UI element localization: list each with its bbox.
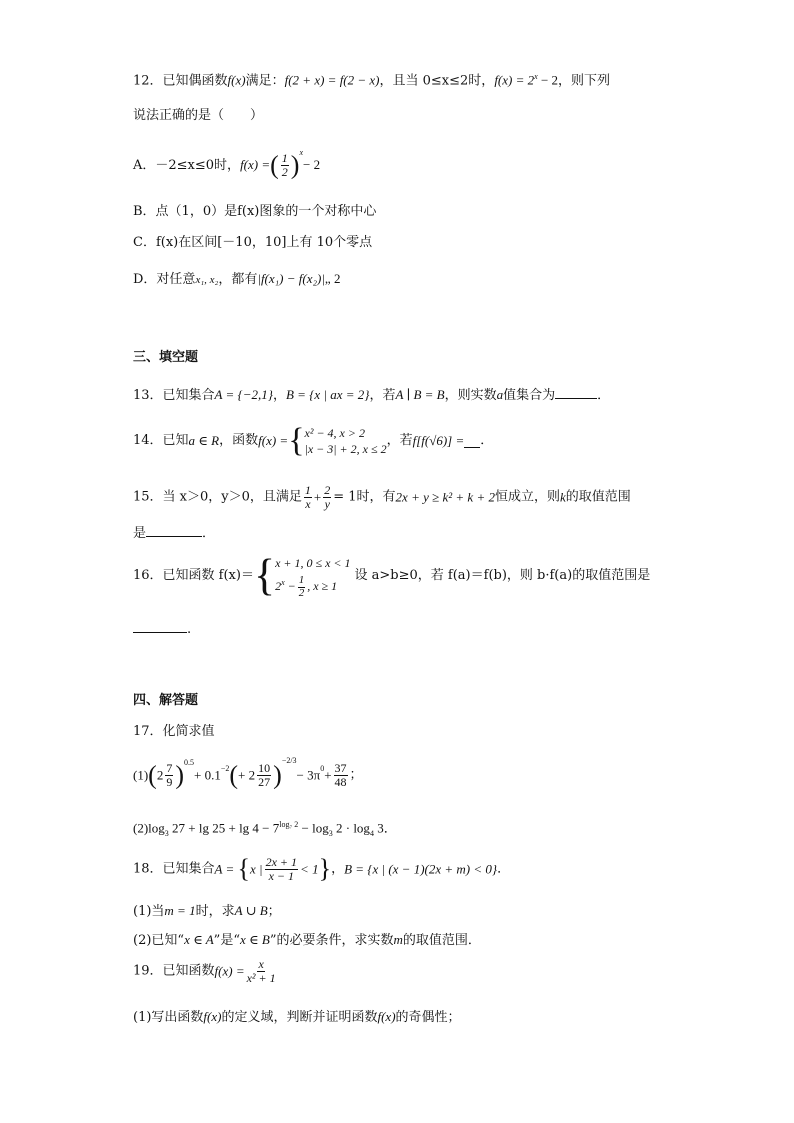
- q13-answer-blank: [555, 386, 597, 399]
- q17-p2-tail: 3: [373, 820, 384, 836]
- q12-fx: f(x): [227, 72, 246, 88]
- q15-ineq: 2x + y ≥ k² + k + 2: [395, 489, 495, 505]
- q17-p1-c-num: 10: [258, 761, 271, 776]
- q17-p2-log3: 2 · log: [332, 820, 370, 836]
- q15-frac2-den: y: [324, 496, 330, 511]
- q12-optd-expr: |f(x₁) − f(x₂)|: [257, 271, 325, 286]
- q15-end: ．: [202, 526, 216, 541]
- q16-piece2-exp: x: [281, 577, 285, 587]
- section-3-title: 三、填空题: [133, 350, 199, 365]
- q16-b: 设 a>b≥0，若 f(a)＝f(b)，则 b·f(a)的取值范围是: [354, 567, 651, 583]
- q18-part2: [133, 932, 481, 949]
- q17-title: 17．化简求值: [133, 724, 215, 739]
- q13: [133, 386, 610, 404]
- q17-p1-e: +: [324, 767, 332, 783]
- q14-piece2: |x − 3| + 2, x ≤ 2: [304, 442, 387, 456]
- q12-option-a: A．－2≤x≤0时，f(x) =( $\frac{1}{2}$ )$^x$− 2: [133, 148, 321, 180]
- q13-cond: A ∣ B = B: [395, 387, 445, 402]
- q16-end: .: [187, 622, 192, 637]
- q14-fx: f(x) =: [258, 433, 289, 449]
- q12-eq2-exp: x: [534, 72, 538, 81]
- q18-set-a-den: x − 1: [268, 868, 295, 883]
- q12-stem-c: ，且当 0≤x≤2时，: [379, 73, 495, 89]
- q16-piece2-base: 2: [275, 578, 282, 593]
- q19-p1-fx1: f(x): [203, 1009, 222, 1024]
- q18-p1-b: 时，求: [195, 904, 235, 919]
- q18-p1-cond: m = 1: [164, 903, 196, 918]
- q12-stem-b: 满足：: [245, 73, 285, 89]
- q14-piece1: x² − 4, x > 2: [304, 425, 365, 440]
- q18: 18．已知集合A = {x | $\frac{2x + 1}{x - 1}$ < 1}，B = {x | (x − 1)(2x + m) < 0}．: [133, 854, 511, 884]
- q15-eq: = 1时，有: [333, 489, 396, 505]
- q17-p2-label: (2): [133, 820, 149, 836]
- q17-p2-sub1: 3: [164, 828, 169, 838]
- q19-fx: f(x) =: [214, 963, 245, 979]
- q18-p1-end: ；: [267, 904, 281, 919]
- q12-optd-b: ，都有: [218, 272, 258, 287]
- q17-p1-c-frac: [257, 762, 271, 788]
- q17-p1-b-exp: −2: [220, 764, 230, 773]
- q17-p1-e-frac: [334, 762, 348, 788]
- q18-p2-d: 的取值范围．: [402, 933, 481, 948]
- q18-set-a-num: 2x + 1: [265, 855, 298, 869]
- q18-end: ．: [497, 861, 511, 877]
- q16-piece2-frac: [298, 575, 306, 599]
- q12-option-d: [133, 271, 340, 288]
- q17-p1-a-den: 9: [166, 775, 173, 789]
- q16-a: 16．已知函数 f(x)＝: [133, 567, 254, 583]
- q15-frac1: [304, 484, 312, 510]
- q12-option-c: C．f(x)在区间[－10，10]上有 10个零点: [133, 235, 373, 250]
- q12-opta-lhs: f(x) =: [240, 157, 271, 172]
- q19-a: 19．已知函数: [133, 963, 215, 979]
- q15-line2-text: 是: [133, 526, 147, 541]
- q17-p1-c-exp: −2/3: [281, 756, 297, 765]
- q18-p2-x2: x ∈ B: [239, 932, 270, 947]
- section-4-title: 四、解答题: [133, 693, 199, 708]
- q12-line1: [133, 72, 610, 89]
- q16-answer-blank: [133, 620, 187, 633]
- q12-stem-a: 12．已知偶函数: [133, 73, 228, 89]
- q17-p2-end: ．: [383, 820, 397, 836]
- q16-piece2-cond: , x ≥ 1: [307, 578, 338, 593]
- q12-opta-frac: [281, 152, 289, 178]
- q12-eq2: f(x) = 2: [494, 72, 535, 88]
- q15-frac2-num: 2: [324, 483, 331, 497]
- q17-p1-d-exp: 0: [320, 764, 325, 773]
- q16-piece1: x + 1, 0 ≤ x < 1: [275, 556, 351, 570]
- q14-cond: a ∈ R: [188, 433, 220, 449]
- q13-set-b: B = {x | ax = 2}: [285, 387, 370, 402]
- q14: 14．已知a ∈ R，函数f(x) ={ x² − 4, x > 2 |x − 3| + 2, x ≤ 2 ，若f[f(√6)] = ．: [133, 422, 494, 459]
- q15-c: 的取值范围: [565, 489, 631, 505]
- q16-piece2-fnum: 1: [298, 574, 305, 586]
- q15-line2: [133, 524, 215, 542]
- q12-opta-tail: − 2: [303, 157, 321, 172]
- q17-part2: [133, 820, 397, 839]
- q17-p1-a-frac: [165, 762, 173, 788]
- q12-opta-label: A．－2≤x≤0时，: [133, 158, 241, 173]
- q19-p1-c: 的奇偶性；: [395, 1010, 461, 1025]
- q17-p2-mid: 27 + lg 25 + lg 4 − 7: [168, 820, 280, 836]
- q12-eq2-tail: − 2: [537, 72, 559, 88]
- q16-piece2: [275, 575, 350, 599]
- q18-set-b: B = {x | (x − 1)(2x + m) < 0}: [344, 861, 498, 877]
- q15-frac1-num: 1: [304, 483, 311, 497]
- q14-end: ．: [480, 433, 494, 449]
- q13-set-a: A = {−2,1}: [214, 387, 273, 402]
- q17-p2-exp: log₇ 2: [279, 820, 299, 829]
- q17-p1-label: (1): [133, 767, 149, 783]
- q12-option-b: B．点（1，0）是f(x)图象的一个对称中心: [133, 204, 377, 219]
- q18-set-a-cond: < 1: [300, 861, 319, 877]
- q12-line2: 说法正确的是（ ）: [133, 108, 264, 123]
- q19-part1: [133, 1009, 461, 1026]
- q17-p1-a-num: 7: [166, 761, 173, 776]
- q18-p2-b: ”是“: [213, 933, 240, 948]
- q12-eq1: f(2 + x) = f(2 − x): [284, 72, 380, 88]
- q14-answer-blank: [464, 435, 480, 448]
- q19-num: x: [258, 957, 264, 971]
- q19-p1-fx2: f(x): [377, 1009, 396, 1024]
- q13-c: ，若: [369, 388, 396, 403]
- q18-part1: [133, 903, 281, 920]
- q18-b: ，: [331, 861, 345, 877]
- q16-piece2-minus: −: [284, 578, 296, 593]
- q17-p1-e-num: 37: [334, 761, 347, 776]
- q17-p1-a-exp: 0.5: [184, 758, 195, 767]
- q16-line2: [133, 620, 191, 638]
- q12-opta-num: 1: [281, 151, 288, 166]
- q12-opta-den: 2: [281, 165, 288, 179]
- q15-answer-blank: [146, 524, 202, 537]
- q13-var: a: [496, 387, 504, 402]
- q13-end: ．: [597, 388, 611, 403]
- q18-p2-c: ”的必要条件，求实数: [269, 933, 394, 948]
- q18-p2-x1: x ∈ A: [184, 932, 214, 947]
- q16-pieces: [275, 552, 350, 599]
- q12-stem-d: ，则下列: [558, 73, 611, 89]
- q19-p1-b: 的定义域，判断并证明函数: [221, 1010, 378, 1025]
- q18-p2-m: m: [393, 932, 403, 947]
- q19: [133, 958, 278, 984]
- q17-p2-log2: − log: [298, 820, 329, 836]
- q14-c: ，若: [386, 433, 413, 449]
- q18-p1-expr: A ∪ B: [234, 903, 268, 918]
- q12-opta-exp: x: [299, 148, 304, 157]
- q19-den: x² + 1: [246, 970, 276, 985]
- q18-a: 18．已知集合: [133, 861, 215, 877]
- q19-p1-a: (1)写出函数: [133, 1010, 204, 1025]
- q15-frac2: [323, 484, 331, 510]
- q17-part1: (1)(2 $\frac{7}{9}$ )$^{0.5}+ 0.1^{-2}(+ 2$ $\frac{10}{27}$ )$^{-2/3}- 3\pi^0+$ $\frac{37}{48}$ ；: [133, 756, 363, 790]
- q16: 16．已知函数 f(x)＝{ x + 1, 0 ≤ x < 1 $2^x$ − $\frac{1}{2}$ , x ≥ 1 设 a>b≥0，若 f(a)＝f(b)，则 b·f(a)的取值范围是: [133, 550, 651, 600]
- q13-e: 值集合为: [503, 388, 556, 403]
- q18-set-a-lhs: A =: [214, 861, 238, 877]
- q13-a: 13．已知集合: [133, 388, 215, 403]
- q18-p1-a: (1)当: [133, 904, 165, 919]
- q17-p1-c-int: + 2: [238, 767, 256, 783]
- q17-p2-sub2: 3: [328, 828, 333, 838]
- q13-b: ，: [272, 388, 286, 403]
- q12-optd-tail: „ 2: [324, 271, 341, 286]
- q15-frac1-den: x: [305, 496, 311, 511]
- q18-p2-a: (2)已知“: [133, 933, 185, 948]
- q16-piece2-fden: 2: [298, 586, 305, 599]
- q18-set-a-var: x |: [250, 861, 263, 877]
- q17-p2-log1: log: [148, 820, 165, 836]
- q14-a: 14．已知: [133, 433, 189, 449]
- q17-p1-b: + 0.1: [194, 767, 221, 783]
- q15-line1: [133, 484, 631, 510]
- q14-query: f[f(√6)] =: [412, 433, 465, 449]
- q12-optd-a: D．对任意: [133, 272, 196, 287]
- q15-plus: +: [313, 489, 322, 505]
- q17-p1-c-den: 27: [258, 775, 271, 789]
- q14-pieces: [305, 425, 387, 457]
- q17-p1-end: ；: [349, 767, 363, 783]
- q14-b: ，函数: [219, 433, 259, 449]
- q17-p1-e-den: 48: [334, 775, 347, 789]
- q15-a: 15．当 x＞0，y＞0，且满足: [133, 489, 302, 505]
- q19-frac: [247, 958, 276, 984]
- q17-p2-sub3: 4: [369, 828, 374, 838]
- q15-k: k: [560, 489, 566, 505]
- q15-b: 恒成立，则: [494, 489, 560, 505]
- q17-p1-a-int: 2: [156, 767, 164, 783]
- q13-d: ，则实数: [444, 388, 497, 403]
- q17-p1-d: − 3π: [296, 767, 321, 783]
- q12-optd-vars: x₁, x₂: [195, 274, 219, 286]
- q18-set-a-frac: [265, 856, 298, 882]
